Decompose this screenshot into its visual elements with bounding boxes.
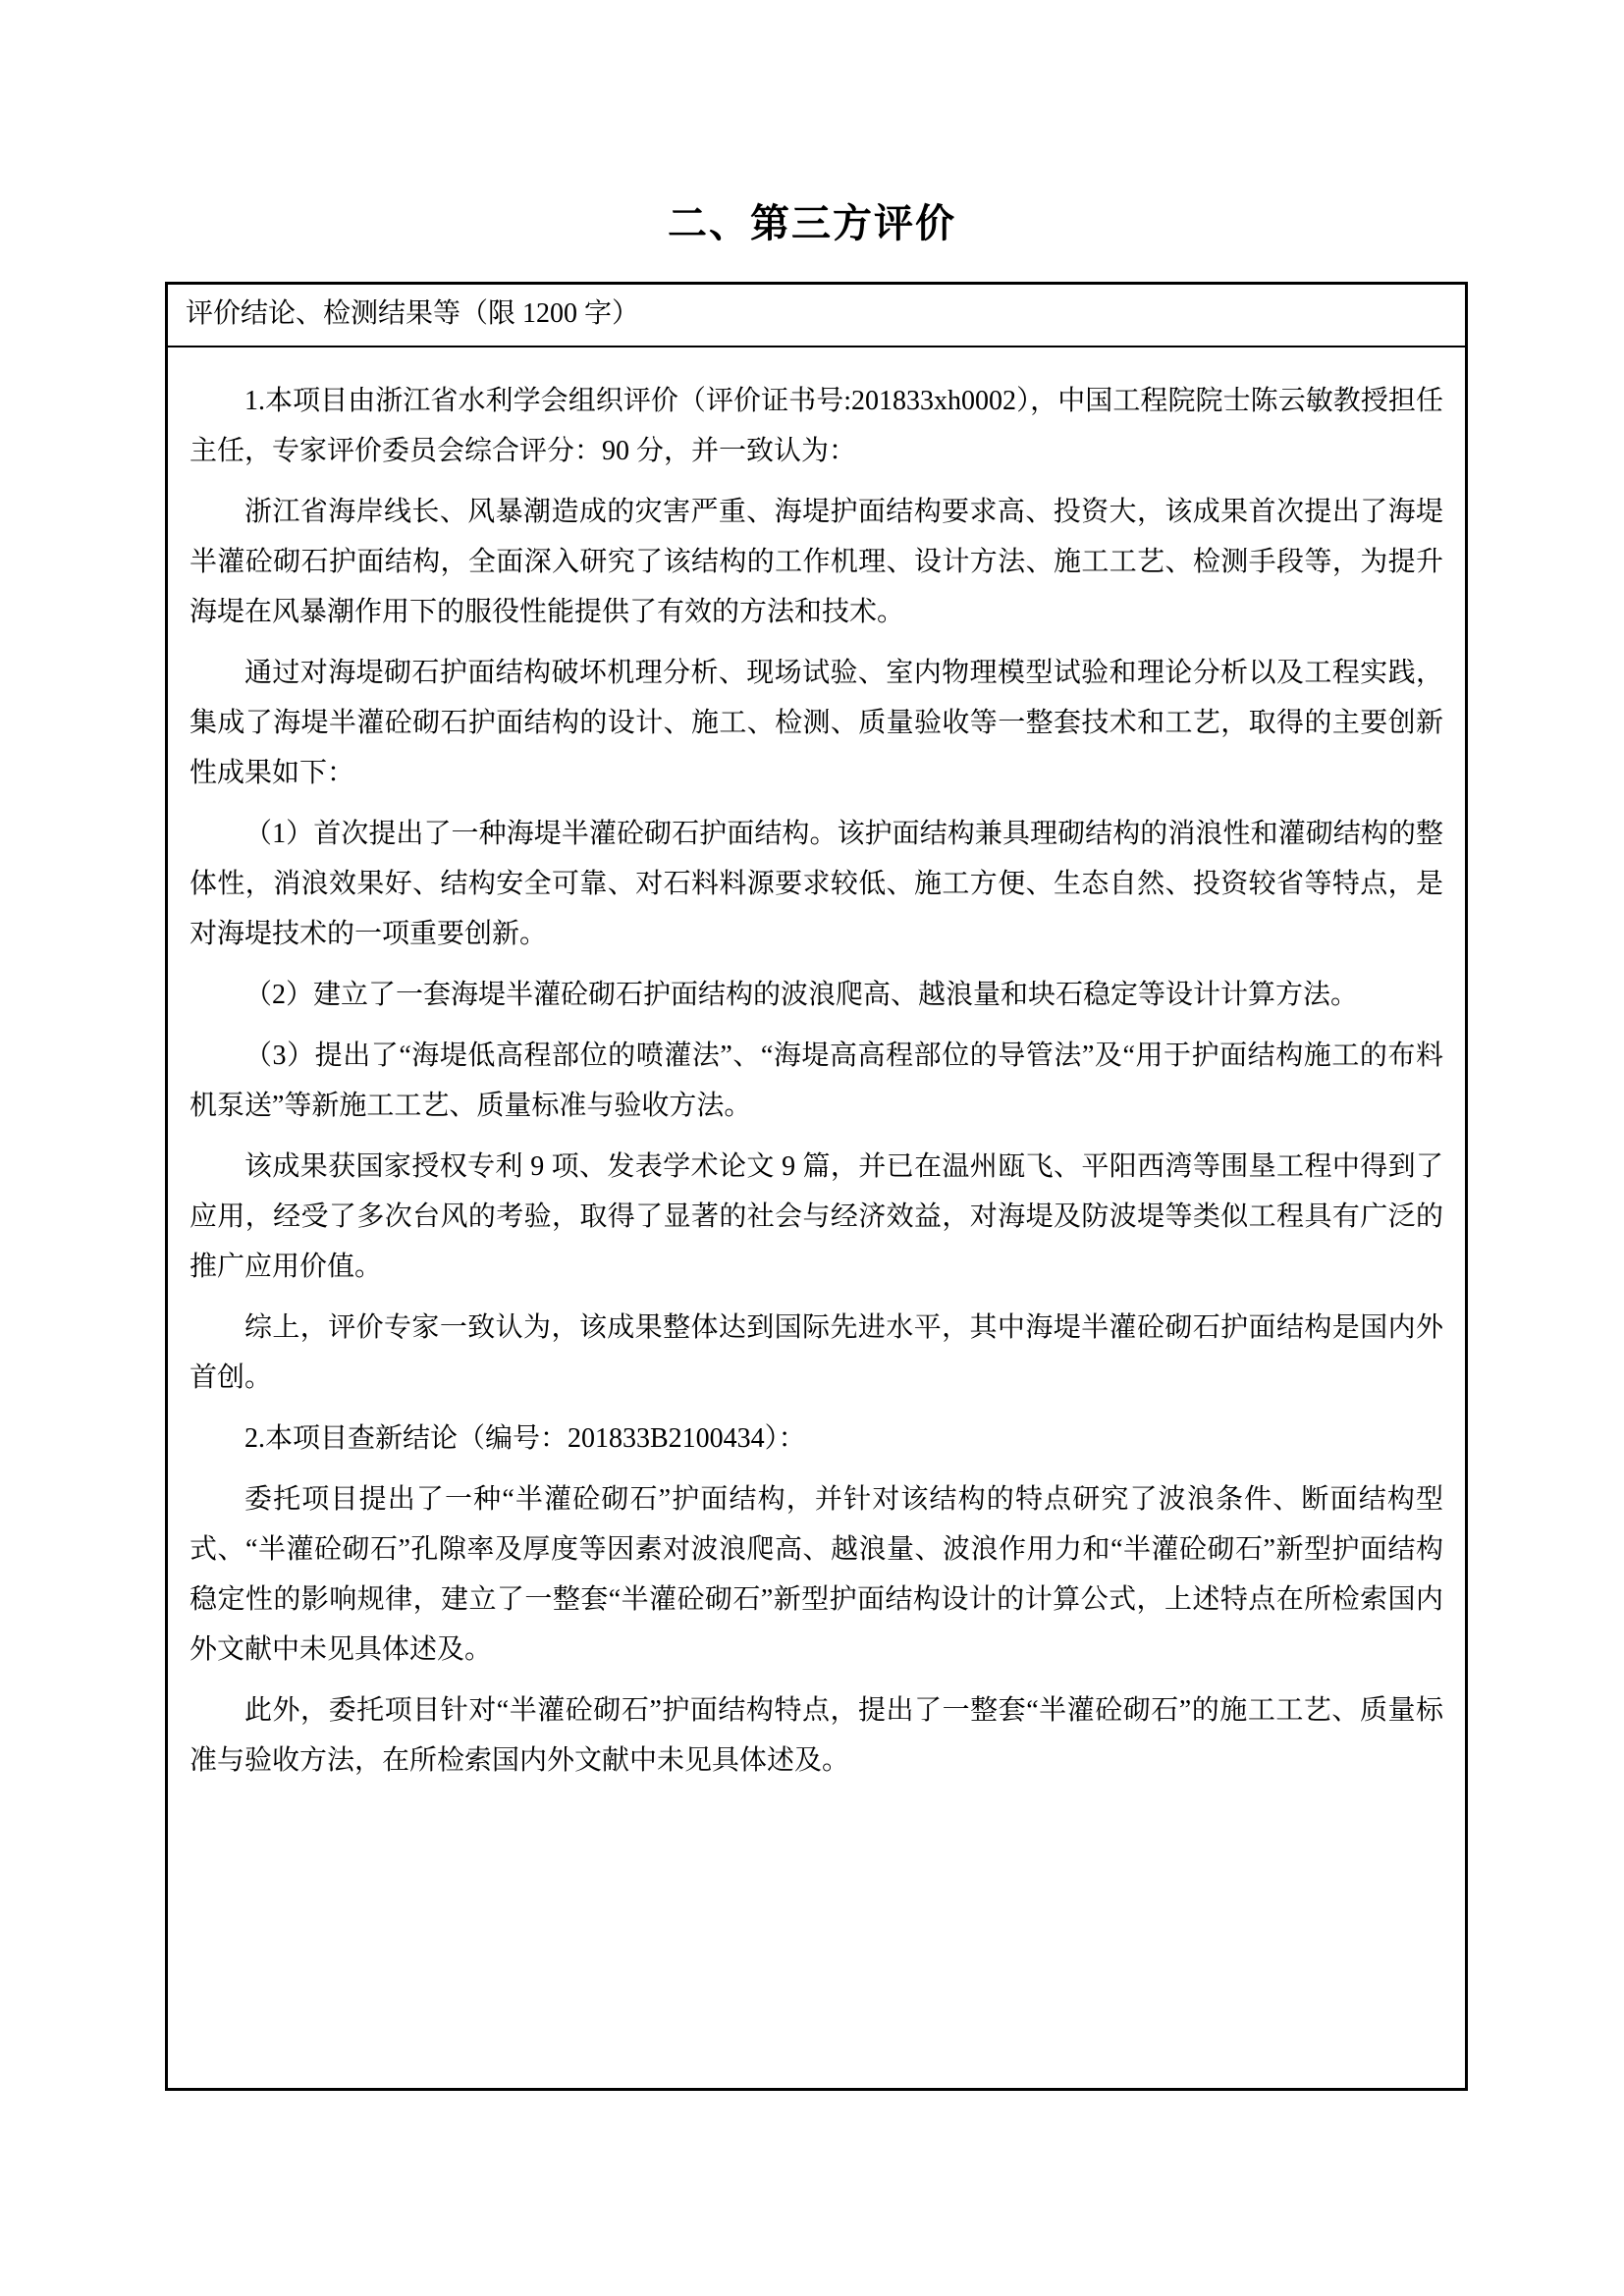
evaluation-table-body (168, 347, 1465, 1816)
paragraph: （1）首次提出了一种海堤半灌砼砌石护面结构。该护面结构兼具理砌结构的消浪性和灌砌结构的整体性，消浪效果好、结构安全可靠、对石料料源要求较低、施工方便、生态自然、投资较省等特点，是对海堤技术的一项重要创新。 (189, 819, 1443, 949)
paragraph: 1.本项目由浙江省水利学会组织评价（评价证书号:201833xh0002），中国工程院院士陈云敏教授担任主任，专家评价委员会综合评分：90 分，并一致认为： (189, 386, 1443, 466)
paragraph: 委托项目提出了一种“半灌砼砌石”护面结构，并针对该结构的特点研究了波浪条件、断面结构型式、“半灌砼砌石”孔隙率及厚度等因素对波浪爬高、越浪量、波浪作用力和“半灌砼砌石”新型护面结构稳定性的影响规律，建立了一整套“半灌砼砌石”新型护面结构设计的计算公式，上述特点在所检索国内外文献中未见具体述及。 (189, 1484, 1443, 1665)
evaluation-table (165, 282, 1468, 2091)
paragraph: 此外，委托项目针对“半灌砼砌石”护面结构特点，提出了一整套“半灌砼砌石”的施工工艺、质量标准与验收方法，在所检索国内外文献中未见具体述及。 (189, 1695, 1443, 1776)
paragraph: 综上，评价专家一致认为，该成果整体达到国际先进水平，其中海堤半灌砼砌石护面结构是国内外首创。 (189, 1312, 1443, 1393)
evaluation-table-header: 评价结论、检测结果等（限 1200 字） (168, 285, 1465, 347)
paragraph: （3）提出了“海堤低高程部位的喷灌法”、“海堤高高程部位的导管法”及“用于护面结构施工的布料机泵送”等新施工工艺、质量标准与验收方法。 (189, 1041, 1443, 1121)
paragraph: 该成果获国家授权专利 9 项、发表学术论文 9 篇，并已在温州瓯飞、平阳西湾等围垦工程中得到了应用，经受了多次台风的考验，取得了显著的社会与经济效益，对海堤及防波堤等类似工程具有广泛的推广应用价值。 (189, 1151, 1443, 1282)
page-title: 二、第三方评价 (668, 202, 956, 245)
paragraph: 浙江省海岸线长、风暴潮造成的灾害严重、海堤护面结构要求高、投资大，该成果首次提出了海堤半灌砼砌石护面结构，全面深入研究了该结构的工作机理、设计方法、施工工艺、检测手段等，为提升海堤在风暴潮作用下的服役性能提供了有效的方法和技术。 (189, 497, 1443, 627)
paragraph: （2）建立了一套海堤半灌砼砌石护面结构的波浪爬高、越浪量和块石稳定等设计计算方法。 (244, 980, 1359, 1010)
paragraph: 通过对海堤砌石护面结构破坏机理分析、现场试验、室内物理模型试验和理论分析以及工程实践，集成了海堤半灌砼砌石护面结构的设计、施工、检测、质量验收等一整套技术和工艺，取得的主要创新性成果如下： (189, 658, 1443, 788)
paragraph: 2.本项目查新结论（编号：201833B2100434）： (244, 1423, 806, 1454)
